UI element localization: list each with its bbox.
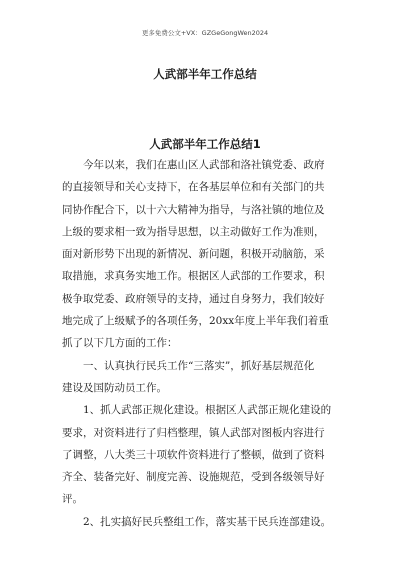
paragraph-line: 同协作配合下，以十六大精神为指导，与洛社镇的地位及 — [62, 203, 325, 216]
paragraph-line: 一、认真执行民兵工作“三落实”，抓好基层规范化 — [83, 359, 315, 372]
paragraph-line: 2、扎实搞好民兵整组工作，落实基干民兵连部建设。 — [83, 515, 332, 528]
paragraph-line: 今年以来，我们在惠山区人武部和洛社镇党委、政府 — [83, 159, 325, 171]
paragraph — [62, 399, 352, 510]
paragraph-line: 面对新形势下出现的新情况、新问题，积极开动脑筋，采 — [62, 248, 325, 261]
paragraph-line: 取措施，求真务实地工作。根据区人武部的工作要求，积 — [62, 270, 325, 283]
paragraph-line: 极争取党委、政府领导的支持，通过自身努力，我们较好 — [62, 292, 325, 305]
paragraph — [62, 355, 352, 400]
paragraph-line: 齐全、装备完好、制度完善、设施规范，受到各级领导好 — [62, 471, 325, 484]
header-note: 更多免费公文+VX：GZGeGongWen2024 — [141, 29, 269, 37]
paragraph-line: 了调整，八大类三十项软件资料进行了整顿，做到了资料 — [62, 448, 325, 461]
document-title: 人武部半年工作总结 — [153, 67, 257, 81]
paragraph-line: 抓了以下几方面的工作： — [62, 337, 178, 350]
section-title: 人武部半年工作总结1 — [149, 137, 261, 151]
paragraph-line: 地完成了上级赋予的各项任务，20xx年度上半年我们着重 — [62, 315, 329, 328]
paragraph-line: 评。 — [62, 493, 83, 506]
paragraph-line: 上级的要求相一致为指导思想，以主动做好工作为准则， — [62, 225, 325, 238]
paragraph — [62, 511, 352, 533]
paragraph-line: 建设及国防动员工作。 — [62, 381, 167, 394]
paragraph-line: 要求，对资料进行了归档整理，镇人武部对图板内容进行 — [62, 426, 325, 439]
document-body — [62, 154, 352, 533]
paragraph — [62, 154, 352, 355]
paragraph-line: 的直接领导和关心支持下，在各基层单位和有关部门的共 — [62, 181, 325, 194]
paragraph-line: 1、抓人武部正规化建设。根据区人武部正规化建设的 — [83, 404, 332, 417]
